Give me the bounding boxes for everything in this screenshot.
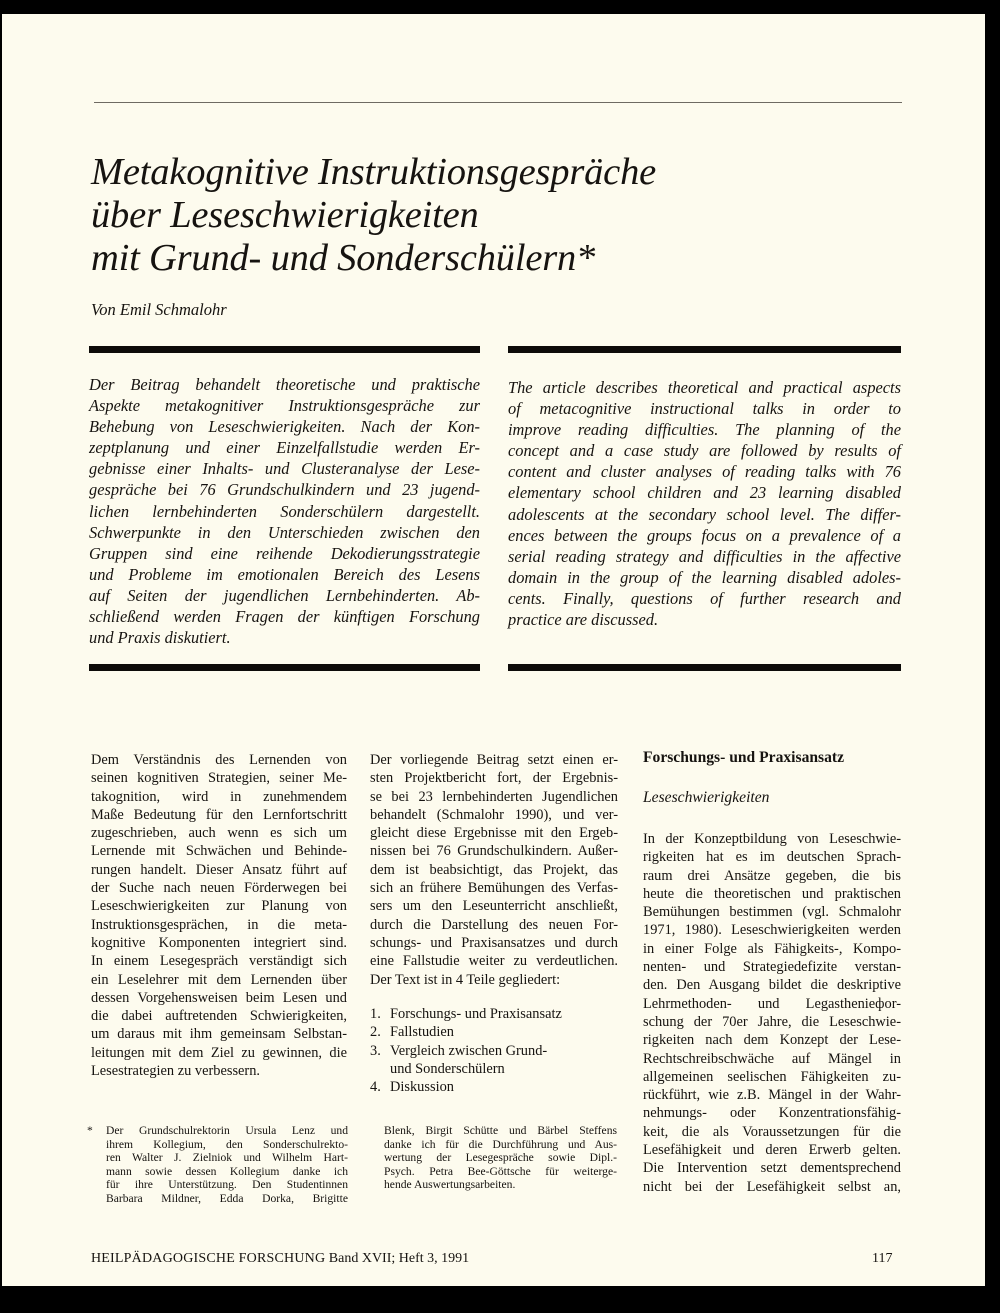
abstract-line: of metacognitive instructional talks in order to <box>508 399 901 419</box>
outline-item <box>370 1023 618 1041</box>
abstract-line: Der Beitrag behandelt theoretische und praktische <box>89 375 480 394</box>
body-line: kognitive Komponenten integriert sind. <box>91 934 347 951</box>
footnote-line: mann sowie dessen Kollegium danke ich <box>106 1164 348 1178</box>
body-line: eine Fallstudie weiter zu verdeutlichen. <box>370 953 618 970</box>
outline-text: Fallstudien <box>390 1024 454 1041</box>
abstract-line: The article describes theoretical and practical aspects <box>508 378 901 397</box>
abstract-line: improve reading difficulties. The planning of the <box>508 420 901 440</box>
body-line: heute die theoretischen und praktischen <box>643 885 901 902</box>
abstract-line: und Probleme im emotionalen Bereich des Lesens <box>89 564 480 584</box>
abstract-line: elementary school children and 23 learning disabled <box>508 483 901 503</box>
body-line: In einem Lesegespräch verständigt sich <box>91 953 347 970</box>
body-line: Der Text ist in 4 Teile gegliedert: <box>370 971 561 988</box>
body-line: Maße Bedeutung für den Lernfortschritt <box>91 806 347 823</box>
body-line: rungen handelt. Dieser Ansatz führt auf <box>91 861 347 878</box>
journal-name: HEILPÄDAGOGISCHE FORSCHUNG <box>91 1251 326 1266</box>
body-line: schungs- und Praxisansatzes und durch <box>370 934 618 951</box>
body-line: dessen Vorgehensweisen beim Lesen und <box>91 989 347 1006</box>
outline-number: 3. <box>370 1042 381 1059</box>
outline-number: 4. <box>370 1079 381 1096</box>
body-line: 1971, 1980). Leseschwierigkeiten werden <box>643 922 901 939</box>
body-line: die dabei auftretenden Schwierigkeiten, <box>91 1008 347 1025</box>
body-line: ein Leselehrer mit dem Lernenden über <box>91 971 347 988</box>
body-line: Instruktionsgesprächen, in die meta- <box>91 916 347 933</box>
body-line: nissen bei 76 Grundschulkindern. Außer- <box>370 843 618 860</box>
abstract-line: Behebung von Leseschwierigkeiten. Nach der Kon- <box>89 417 480 437</box>
issue-info: Band XVII; Heft 3, 1991 <box>328 1251 470 1266</box>
body-line: Rechtschreibschwäche auf Mängel in <box>643 1050 901 1067</box>
author-byline: Von Emil Schmalohr <box>91 300 227 319</box>
footnote-1 <box>87 1124 348 1206</box>
abstract-line: cents. Finally, questions of further research and <box>508 588 901 608</box>
page-number: 117 <box>872 1251 893 1266</box>
outline-text: Vergleich zwischen Grund- und Sonderschülern <box>390 1042 548 1077</box>
footnote-line: Psych. Petra Bee-Göttsche für weiterge- <box>384 1164 617 1178</box>
abstract-de-bottom-rule <box>89 664 480 671</box>
abstract-english <box>508 377 901 630</box>
abstract-line: practice are discussed. <box>508 610 659 630</box>
abstract-line: zeptplanung und einer Einzelfallstudie werden Er- <box>89 438 480 458</box>
header-rule <box>94 102 902 103</box>
body-line: nehmungs- oder Konzentrationsfähig- <box>643 1105 901 1122</box>
body-line: Lehrmethoden- und Legasthenieфor- <box>643 995 901 1012</box>
body-line: leitungen mit dem Ziel zu gewinnen, die <box>91 1044 347 1061</box>
outline-number: 2. <box>370 1024 381 1041</box>
abstract-line: adolescents at the secondary school level. The differ- <box>508 504 901 524</box>
abstract-de-top-rule <box>89 346 480 353</box>
title-line-3: mit Grund- und Sonderschülern* <box>91 237 596 279</box>
body-line: rigkeiten nach dem Konzept der Lese- <box>643 1032 901 1049</box>
footnote-line: wertung der Lesegespräche sowie Dipl.- <box>384 1151 617 1165</box>
journal-page <box>2 14 985 1286</box>
abstract-line: Schwerpunkte in den Unterschieden zwischen den <box>89 522 480 542</box>
abstract-line: schließend werden Fragen der künftigen Forschung <box>89 607 480 627</box>
footnote-line: Barbara Mildner, Edda Dorka, Brigitte <box>106 1191 348 1205</box>
footnote-line: Blenk, Birgit Schütte und Bärbel Steffens <box>384 1124 617 1137</box>
body-line: in einer Folge als Fähigkeits-, Kompo- <box>643 940 901 957</box>
section-heading: Forschungs- und Praxisansatz <box>643 749 845 766</box>
abstract-line: Aspekte metakognitiver Instruktionsgespräche zur <box>89 396 480 416</box>
body-line: Leseschwierigkeiten zur Planung von <box>91 898 347 915</box>
body-line: takognition, wird in zunehmendem <box>91 788 347 805</box>
abstract-line: Gruppen sind eine reihende Dekodierungsstrategie <box>89 543 480 563</box>
body-line: rückführt, wie z.B. Mängel in der Wahr- <box>643 1087 901 1104</box>
footnote-continuation <box>384 1124 617 1192</box>
body-column-1 <box>91 751 347 1080</box>
abstract-en-bottom-rule <box>508 664 901 671</box>
body-line: seinen kognitiven Strategien, seiner Me- <box>91 770 347 787</box>
body-line: sers um den Leseunterricht anschließt, <box>370 898 618 915</box>
body-line: keit, die als Voraussetzungen für die <box>643 1123 901 1140</box>
body-line: se bei 23 lernbehinderten Jugendlichen <box>370 788 618 805</box>
abstract-german <box>89 374 480 648</box>
body-line: Der vorliegende Beitrag setzt einen er- <box>370 752 618 768</box>
body-line: Bemühungen bestimmen (vgl. Schmalohr <box>643 904 901 921</box>
footnote-line: danke ich für die Durchführung und Aus- <box>384 1137 617 1151</box>
abstract-line: gebnisse einer Inhalts- und Clusteranalyse der Lese- <box>89 459 480 479</box>
outline-number: 1. <box>370 1006 381 1022</box>
abstract-line: domain in the group of the learning disabled adoles- <box>508 567 901 587</box>
running-footer <box>91 1251 469 1267</box>
abstract-line: lichen lernbehinderten Sonderschülern dargestellt. <box>89 501 480 521</box>
body-line: nicht bei der Lesefähigkeit selbst an, <box>643 1178 901 1195</box>
body-line: Lernende mit Schwächen und Behinde- <box>91 843 347 860</box>
body-line: schung der 70er Jahre, die Leseschwie- <box>643 1013 901 1030</box>
outline-item <box>370 1005 618 1023</box>
footnote-line: ren Walter J. Zielniok und Wilhelm Hart- <box>106 1151 348 1165</box>
outline-text: Forschungs- und Praxisansatz <box>390 1006 562 1022</box>
abstract-line: auf Seiten der jugendlichen Lernbehinderten. Ab- <box>89 585 480 605</box>
footnote-marker: * <box>87 1124 93 1137</box>
body-line: zugeschrieben, auch wenn es sich um <box>91 825 347 842</box>
body-line: durch die Darstellung des neuen For- <box>370 916 618 933</box>
body-line: Lesestrategien zu verbessern. <box>91 1063 261 1080</box>
body-line: dem ist beabsichtigt, das Projekt, das <box>370 861 618 878</box>
body-line: Lesefähigkeit und deren Erwerb gelten. <box>643 1142 901 1159</box>
abstract-en-top-rule <box>508 346 901 353</box>
body-line: gleicht diese Ergebnisse mit den Ergeb- <box>370 825 618 842</box>
title-line-1: Metakognitive Instruktionsgespräche <box>91 151 657 193</box>
subsection-heading: Leseschwierigkeiten <box>643 789 770 806</box>
body-line: nenten- und Strategiedefizite verstan- <box>643 959 901 976</box>
body-line: rigkeiten hat es im deutschen Sprach- <box>643 849 901 866</box>
body-line: sten Projektbericht fort, der Ergebnis- <box>370 770 618 787</box>
abstract-line: serial reading strategy and difficulties in the affective <box>508 546 901 566</box>
outline-item <box>370 1078 618 1096</box>
abstract-line: und Praxis diskutiert. <box>89 628 231 648</box>
body-line: der Suche nach neuen Förderwegen bei <box>91 880 347 897</box>
outline-text: Diskussion <box>390 1079 454 1096</box>
article-title <box>91 151 891 280</box>
body-line: behandelt (Schmalohr 1990), und ver- <box>370 806 618 823</box>
abstract-line: ences between the groups focus on a prevalence of a <box>508 525 901 545</box>
body-column-3 <box>643 830 901 1196</box>
footnote-line: ihrem Kollegium, den Sonderschulrekto- <box>106 1137 348 1151</box>
body-line: In der Konzeptbildung von Leseschwie- <box>643 831 901 847</box>
body-line: allgemeinen seelischen Fähigkeiten zu- <box>643 1068 901 1085</box>
body-line: Die Intervention setzt dementsprechend <box>643 1160 901 1177</box>
body-column-2 <box>370 751 618 989</box>
footnote-line: Der Grundschulrektorin Ursula Lenz und <box>106 1124 348 1137</box>
body-line: raum drei Ansätze gegeben, die bis <box>643 867 901 884</box>
body-line: den. Den Ausgang bildet die deskriptive <box>643 977 901 994</box>
body-line: sich an frühere Bemühungen des Verfas- <box>370 880 618 897</box>
abstract-line: content and cluster analyses of reading talks with 76 <box>508 462 901 482</box>
outline-list <box>370 1005 618 1096</box>
footnote-line: für ihre Unterstützung. Den Studentinnen <box>106 1178 348 1192</box>
abstract-line: gespräche bei 76 Grundschulkindern und 23 jugend- <box>89 480 480 500</box>
outline-item <box>370 1042 618 1079</box>
abstract-line: concept and a case study are followed by results of <box>508 441 901 461</box>
body-line: Dem Verständnis des Lernenden von <box>91 752 347 768</box>
title-line-2: über Leseschwierigkeiten <box>91 194 479 236</box>
body-line: um daraus mit ihm gemeinsam Selbstan- <box>91 1026 347 1043</box>
footnote-line: hende Auswertungsarbeiten. <box>384 1178 516 1192</box>
